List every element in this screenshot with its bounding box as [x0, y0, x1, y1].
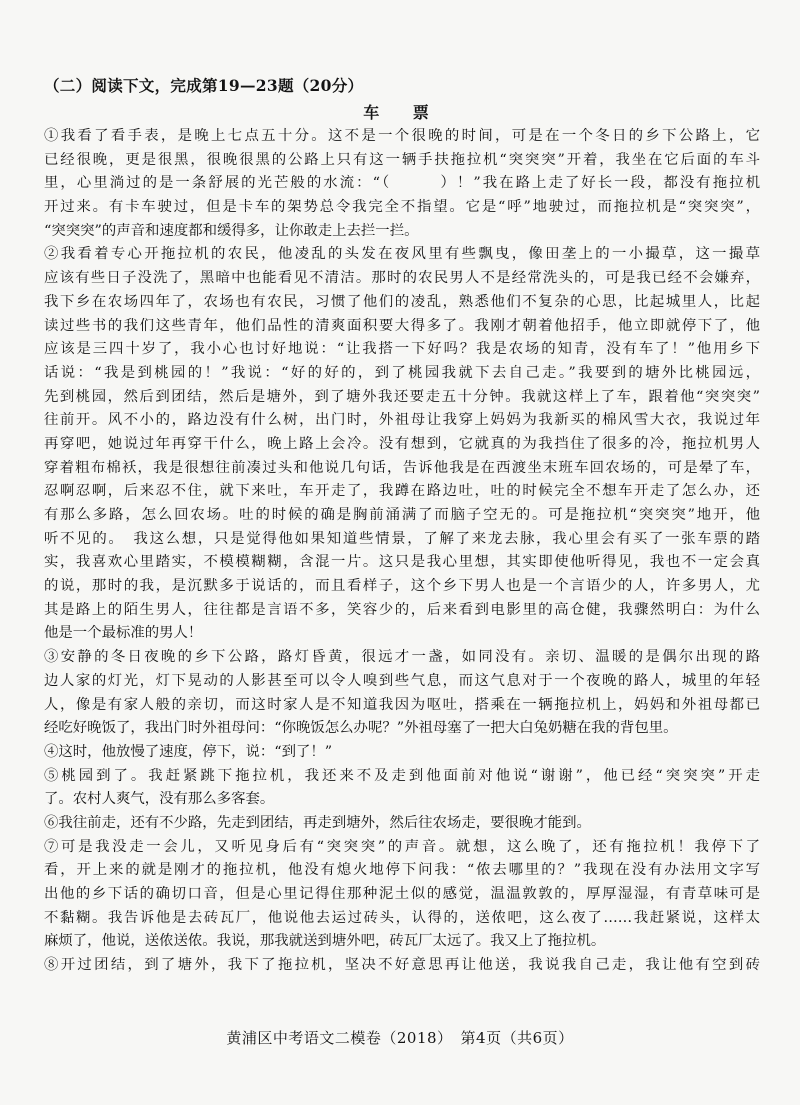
article-line: 其是路上的陌生男人，往往都是言语不多，笑容少的，后来看到电影里的高仓健，我骤然明白：为什么 — [44, 601, 760, 618]
article-body — [44, 125, 760, 978]
article-line: 读过些书的我们这些青年，他们品性的清爽面积要大得多了。我刚才朝着他招手，他立即就停下了，他 — [44, 317, 760, 334]
article-line: 麻烦了，他说，送侬送侬。我说，那我就送到塘外吧，砖瓦厂太远了。我又上了拖拉机。 — [44, 933, 606, 950]
article-line: ⑧开过团结，到了塘外，我下了拖拉机，坚决不好意思再让他送，我说我自己走，我让他有空到砖 — [44, 957, 760, 974]
article-line: ⑤桃园到了。我赶紧跳下拖拉机，我还来不及走到他面前对他说“谢谢”，他已经“突突突”开走 — [44, 767, 760, 784]
article-line: ①我看了看手表，是晚上七点五十分。这不是一个很晚的时间，可是在一个冬日的乡下公路上，它 — [44, 128, 760, 144]
article-line: 边人家的灯光，灯下晃动的人影甚至可以令人嗅到些气息，而这气息对于一个夜晚的路人，城里的年轻 — [44, 672, 760, 689]
article-line: ⑦可是我没走一会儿，又听见身后有“突突突”的声音。就想，这么晚了，还有拖拉机！我停下了 — [44, 838, 760, 855]
page-footer: 黄浦区中考语文二模卷（2018） 第4页（共6页） — [226, 1029, 574, 1047]
article-line: ⑥我往前走，还有不少路，先走到团结，再走到塘外，然后往农场走，要很晚才能到。 — [44, 814, 591, 831]
article-line: “突突突”的声音和速度都和缓得多，让你敢走上去拦一拦。 — [44, 222, 419, 239]
article-line: 已经很晚，更是很黑，很晚很黑的公路上只有这一辆手扶拖拉机“突突突”开着，我坐在它后面的车斗 — [44, 151, 760, 168]
article-title: 车 票 — [363, 103, 443, 122]
article-line: 里，心里淌过的是一条舒展的光芒般的水流：“（ ）！”我在路上走了好长一段，都没有拖拉机 — [44, 175, 760, 192]
article-line: 出他的乡下话的确切口音，但是心里记得住那种泥土似的感觉，温温敦敦的，厚厚湿湿，有青草味可是 — [44, 886, 760, 902]
article-line: ③安静的冬日夜晚的乡下公路，路灯昏黄，很远才一盏，如同没有。亲切、温暖的是偶尔出现的路 — [44, 649, 760, 666]
article-line: 听不见的。 我这么想，只是觉得他如果知道些情景，了解了来龙去脉，我心里会有买了一张车票的踏 — [44, 530, 760, 547]
article-line: 往前开。风不小的，路边没有什么树，出门时，外祖母让我穿上妈妈为我新买的棉风雪大衣，我说过年 — [44, 412, 760, 429]
article-line: 忍啊忍啊，后来忍不住，就下来吐，车开走了，我蹲在路边吐，吐的时候完全不想车开走了怎么办，还 — [44, 483, 760, 500]
article-line: 应该是三四十岁了，我小心也讨好地说：“让我搭一下好吗？我是农场的知青，没有车了！”他用乡下 — [44, 341, 760, 358]
article-line: 再穿吧，她说过年再穿干什么，晚上路上会冷。没有想到，它就真的为我挡住了很多的冷，拖拉机男人 — [44, 435, 760, 452]
article-line: 实，我喜欢心里踏实，不模模糊糊，含混一片。这只是我心里想，其实即使他听得见，我也不一定会真 — [44, 554, 760, 571]
article-line: 了。农村人爽气，没有那么多客套。 — [44, 791, 275, 808]
article-line: 人，像是有家人般的亲切，而这时家人是不知道我因为呕吐，搭乘在一辆拖拉机上，妈妈和外祖母都已 — [44, 696, 760, 713]
article-line: 看，开上来的就是刚才的拖拉机，他没有熄火地停下问我：“侬去哪里的？”我现在没有办法用文字写 — [44, 862, 760, 879]
article-line: 穿着粗布棉袄，我是很想往前凑过头和他说几句话，告诉他我是在西渡坐末班车回农场的，可是晕了车， — [44, 459, 760, 476]
section-heading: （二）阅读下文，完成第19—23题（20分） — [44, 76, 364, 95]
article-line: 应该有些日子没洗了，黑暗中也能看见不清洁。那时的农民男人不是经常洗头的，可是我已经不会嫌弃， — [44, 270, 760, 287]
article-line: 经吃好晚饭了，我出门时外祖母问：“你晚饭怎么办呢？”外祖母塞了一把大白兔奶糖在我的背包里。 — [44, 720, 678, 737]
article-line: ④这时，他放慢了速度，停下，说：“到了！” — [44, 743, 333, 760]
article-line: 不黏糊。我告诉他是去砖瓦厂，他说他去运过砖头，认得的，送侬吧，这么夜了……我赶紧说，这样太 — [44, 909, 760, 926]
article-line: 先到桃园，然后到团结，然后是塘外，到了塘外我还要走五十分钟。我就这样上了车，跟着他“突突突” — [44, 388, 760, 405]
article-line: 话说：“我是到桃园的！”我说：“好的好的，到了桃园我就下去自己走。”我要到的塘外比桃园远， — [44, 364, 760, 381]
article-line: 的说，那时的我，是沉默多于说话的，而且看样子，这个乡下男人也是一个言语少的人，许多男人，尤 — [44, 578, 760, 595]
article-line: 有那么多路，怎么回农场。吐的时候的确是胸前涌满了而脑子空无的。可是拖拉机“突突突”地开，他 — [44, 507, 760, 523]
article-line: 开过来。有卡车驶过，但是卡车的架势总令我完全不指望。它是“呼”地驶过，而拖拉机是“突突突”， — [44, 199, 760, 216]
article-line: 我下乡在农场四年了，农场也有农民，习惯了他们的凌乱，熟悉他们不复杂的心思，比起城里人，比起 — [44, 293, 760, 310]
article-line: ②我看着专心开拖拉机的农民，他凌乱的头发在夜风里有些飘曳，像田垄上的一小撮草，这一撮草 — [44, 246, 760, 263]
article-line: 他是一个最标准的男人！ — [44, 625, 203, 642]
